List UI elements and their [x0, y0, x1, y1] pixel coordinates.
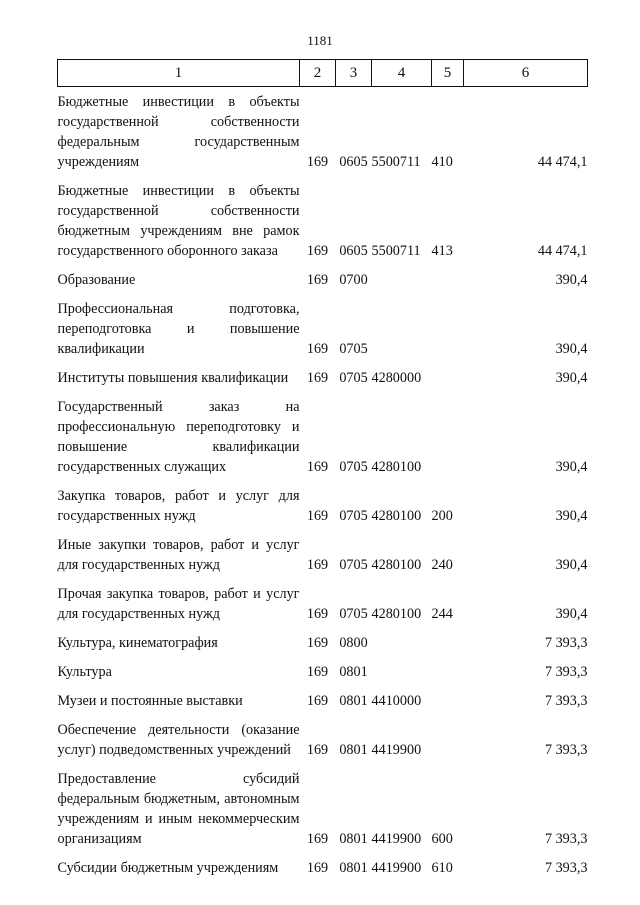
cell-vr [432, 711, 464, 760]
cell-name: Бюджетные инвестиции в объекты государственной собственности федеральным государственным учреждениям [57, 94, 300, 170]
cell-amount: 44 474,1 [537, 154, 588, 170]
header-col-4: 4 [372, 60, 432, 87]
cell-ministry: 169 [306, 557, 329, 573]
cell-article: 4419900 [371, 860, 422, 876]
table-row [58, 388, 588, 477]
cell-name: Государственный заказ на профессиональную переподготовку и повышение квалификации государственных служащих [57, 399, 300, 475]
cell-vr [432, 624, 464, 653]
cell-article: 4419900 [371, 742, 422, 758]
cell-ministry: 169 [306, 154, 329, 170]
header-col-1: 1 [58, 60, 300, 87]
table-row [58, 261, 588, 290]
cell-vr [432, 290, 464, 359]
cell-vr: 244 [431, 606, 453, 622]
table-row [58, 849, 588, 878]
cell-ministry: 169 [306, 635, 329, 651]
cell-section: 0801 [339, 693, 368, 709]
cell-section: 0800 [339, 635, 368, 651]
budget-table [57, 59, 588, 878]
cell-amount: 390,4 [555, 557, 588, 573]
cell-vr: 410 [431, 154, 453, 170]
cell-article [372, 624, 432, 653]
cell-section: 0705 [339, 606, 368, 622]
cell-article [372, 261, 432, 290]
cell-name: Музеи и постоянные выставки [57, 693, 243, 709]
cell-article: 4280100 [371, 508, 422, 524]
table-row [58, 172, 588, 261]
cell-section: 0801 [339, 860, 368, 876]
cell-amount: 7 393,3 [544, 664, 588, 680]
cell-vr: 610 [431, 860, 453, 876]
cell-section: 0705 [339, 557, 368, 573]
cell-name: Институты повышения квалификации [57, 370, 289, 386]
cell-ministry: 169 [306, 860, 329, 876]
cell-vr: 200 [431, 508, 453, 524]
header-col-2: 2 [300, 60, 336, 87]
cell-name: Культура [57, 664, 112, 680]
cell-vr [432, 388, 464, 477]
cell-section: 0700 [339, 272, 368, 288]
cell-article: 4410000 [371, 693, 422, 709]
cell-name: Обеспечение деятельности (оказание услуг) подведомственных учреждений [57, 722, 300, 758]
cell-section: 0801 [339, 831, 368, 847]
table-row [58, 290, 588, 359]
cell-article [372, 290, 432, 359]
page-number: 1181 [307, 33, 333, 48]
cell-article: 4280100 [371, 557, 422, 573]
cell-section: 0801 [339, 742, 368, 758]
cell-article: 4280100 [371, 606, 422, 622]
cell-ministry: 169 [306, 341, 329, 357]
header-row [58, 60, 588, 87]
cell-article: 5500711 [371, 243, 421, 259]
cell-amount: 390,4 [555, 606, 588, 622]
cell-ministry: 169 [306, 606, 329, 622]
header-col-3: 3 [336, 60, 372, 87]
cell-vr: 413 [431, 243, 453, 259]
table-row [58, 624, 588, 653]
header-col-6: 6 [464, 60, 588, 87]
cell-section: 0801 [339, 664, 368, 680]
cell-section: 0705 [339, 459, 368, 475]
cell-vr: 600 [431, 831, 453, 847]
cell-section: 0605 [339, 154, 368, 170]
cell-ministry: 169 [306, 664, 329, 680]
table-row [58, 87, 588, 173]
cell-amount: 390,4 [555, 272, 588, 288]
cell-ministry: 169 [306, 243, 329, 259]
cell-amount: 7 393,3 [544, 860, 588, 876]
cell-amount: 390,4 [555, 459, 588, 475]
cell-ministry: 169 [306, 370, 329, 386]
cell-name: Культура, кинематография [57, 635, 218, 651]
cell-name: Прочая закупка товаров, работ и услуг для государственных нужд [57, 586, 300, 622]
cell-name: Субсидии бюджетным учреждениям [57, 860, 279, 876]
cell-vr [432, 682, 464, 711]
header-col-5: 5 [432, 60, 464, 87]
cell-vr: 240 [431, 557, 453, 573]
cell-ministry: 169 [306, 693, 329, 709]
cell-name: Бюджетные инвестиции в объекты государственной собственности бюджетным учреждениям вне рамок государственного оборонного заказа [57, 183, 300, 259]
cell-article: 4280100 [371, 459, 422, 475]
cell-ministry: 169 [306, 508, 329, 524]
cell-amount: 44 474,1 [537, 243, 588, 259]
cell-name: Закупка товаров, работ и услуг для государственных нужд [57, 488, 300, 524]
cell-article: 5500711 [371, 154, 421, 170]
cell-vr [432, 653, 464, 682]
cell-amount: 7 393,3 [544, 742, 588, 758]
table-row [58, 760, 588, 849]
cell-name: Предоставление субсидий федеральным бюджетным, автономным учреждениям и иным некоммерческим организациям [57, 771, 300, 847]
cell-name: Профессиональная подготовка, переподготовка и повышение квалификации [57, 301, 300, 357]
cell-article: 4280000 [371, 370, 422, 386]
cell-amount: 390,4 [555, 370, 588, 386]
table-row [58, 359, 588, 388]
cell-section: 0705 [339, 341, 368, 357]
cell-ministry: 169 [306, 742, 329, 758]
cell-amount: 7 393,3 [544, 831, 588, 847]
table-row [58, 575, 588, 624]
table-row [58, 682, 588, 711]
cell-name: Образование [57, 272, 136, 288]
cell-vr [432, 359, 464, 388]
cell-section: 0705 [339, 370, 368, 386]
table-row [58, 526, 588, 575]
cell-amount: 7 393,3 [544, 693, 588, 709]
table-row [58, 653, 588, 682]
cell-amount: 390,4 [555, 341, 588, 357]
cell-section: 0605 [339, 243, 368, 259]
cell-article [372, 653, 432, 682]
table-row [58, 711, 588, 760]
table-header [58, 60, 588, 87]
cell-name: Иные закупки товаров, работ и услуг для государственных нужд [57, 537, 300, 573]
cell-article: 4419900 [371, 831, 422, 847]
cell-ministry: 169 [306, 272, 329, 288]
cell-amount: 390,4 [555, 508, 588, 524]
cell-vr [432, 261, 464, 290]
cell-ministry: 169 [306, 831, 329, 847]
table-row [58, 477, 588, 526]
table-body [58, 87, 588, 879]
cell-amount: 7 393,3 [544, 635, 588, 651]
cell-section: 0705 [339, 508, 368, 524]
cell-ministry: 169 [306, 459, 329, 475]
